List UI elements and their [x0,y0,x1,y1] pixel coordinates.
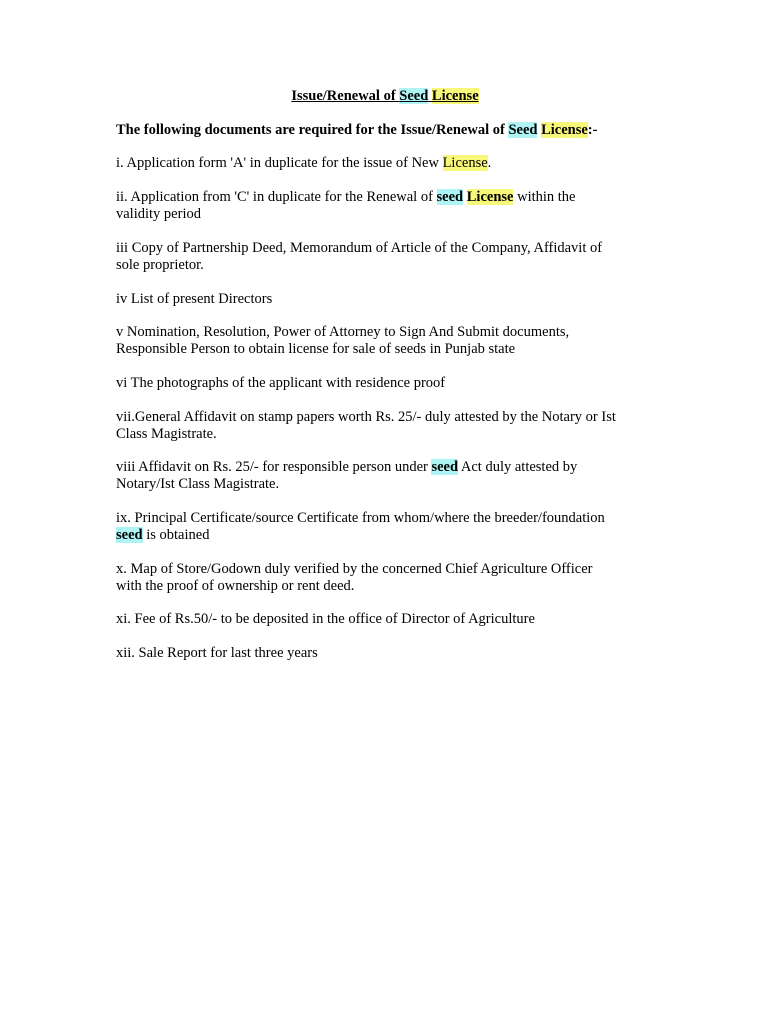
item-i-prefix: i. Application form 'A' in duplicate for the issue of New [116,155,443,171]
list-item-vi [116,375,676,392]
intro-seed-highlight: Seed [508,122,538,138]
item-x-line-1: x. Map of Store/Godown duly verified by the concerned Chief Agriculture Officer [116,561,593,577]
document-title [0,86,770,106]
list-item-ix [116,510,676,544]
item-vi-line-1: vi The photographs of the applicant with residence proof [116,375,446,391]
item-iii-line-2: sole proprietor. [116,257,204,273]
list-item-viii [116,459,676,493]
item-xii-line-1: xii. Sale Report for last three years [116,645,318,661]
item-viii-seed-highlight: seed [431,459,459,475]
item-i-license-highlight: License [442,155,488,171]
intro-license-highlight: License [541,122,588,138]
item-i-suffix: . [487,155,492,171]
list-item-xi [116,611,676,628]
item-v-line-2: Responsible Person to obtain license for sale of seeds in Punjab state [116,341,516,357]
title-prefix: Issue/Renewal of [291,88,400,104]
item-v-line-1: v Nomination, Resolution, Power of Attorney to Sign And Submit documents, [116,324,570,340]
intro-heading [116,120,597,140]
list-item-xii [116,645,676,662]
item-viii-line-2: Notary/Ist Class Magistrate. [116,476,280,492]
intro-suffix: :- [587,122,598,138]
item-vii-line-1: vii.General Affidavit on stamp papers worth Rs. 25/- duly attested by the Notary or Ist [116,409,616,425]
list-item-x [116,561,676,595]
item-iii-line-1: iii Copy of Partnership Deed, Memorandum of Article of the Company, Affidavit of [116,240,603,256]
item-ii-license-highlight: License [466,189,514,205]
list-item-vii [116,409,676,443]
item-xi-line-1: xi. Fee of Rs.50/- to be deposited in the office of Director of Agriculture [116,611,535,627]
item-ix-line-2 [116,527,676,544]
item-ii-seed-highlight: seed [436,189,464,205]
item-viii-suffix: Act duly attested by [458,459,578,475]
item-vii-line-2: Class Magistrate. [116,426,217,442]
intro-prefix: The following documents are required for the Issue/Renewal of [116,122,509,138]
item-ix-line-2-suffix: is obtained [142,527,210,543]
list-item-iii [116,240,676,274]
item-ii-line-1 [116,189,676,206]
item-iv-line-1: iv List of present Directors [116,291,273,307]
item-viii-prefix: viii Affidavit on Rs. 25/- for responsible person under [116,459,432,475]
item-ii-line-2: validity period [116,206,201,222]
list-item-v [116,324,676,358]
item-viii-line-1 [116,459,676,476]
list-item-i [116,155,676,172]
item-ix-seed-highlight: seed [116,527,143,543]
list-item-ii [116,189,676,223]
list-item-iv [116,291,676,308]
item-ii-suffix: within the [513,189,576,205]
title-seed-highlight: Seed [399,88,429,104]
item-i-line-1 [116,155,676,172]
title-license-highlight: License [431,88,479,104]
item-x-line-2: with the proof of ownership or rent deed. [116,578,355,594]
item-ii-prefix: ii. Application from 'C' in duplicate for the Renewal of [116,189,437,205]
item-ix-line-1: ix. Principal Certificate/source Certificate from whom/where the breeder/foundation [116,510,605,526]
